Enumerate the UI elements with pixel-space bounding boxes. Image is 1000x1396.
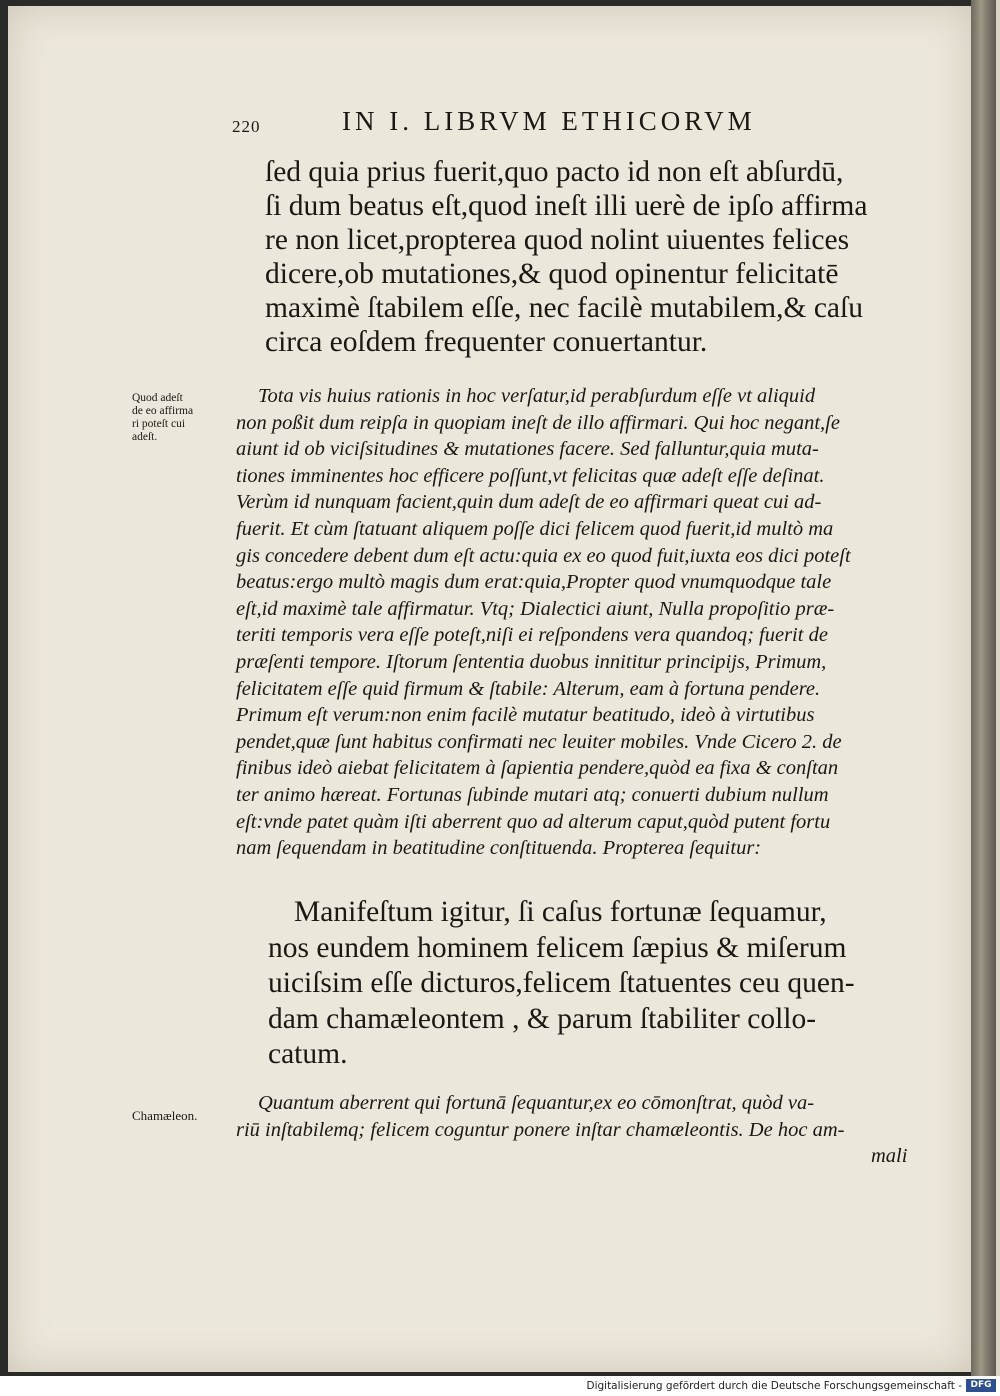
- lemma-block-1: [265, 155, 915, 359]
- lemma-line: dicere,ob mutationes,& quod opinentur felicitatē: [265, 258, 839, 290]
- lemma-line: maximè ſtabilem eſſe, nec facilè mutabilem,& caſu: [265, 292, 863, 324]
- lemma-line: ſed quia prius fuerit,quo pacto id non eſt abſurdū,: [265, 156, 844, 188]
- page-edge: [971, 0, 996, 1376]
- commentary-line: eſt:vnde patet quàm iſti aberrent quo ad alterum caput,quòd putent fortu: [236, 810, 831, 833]
- lemma-line: Manifeſtum igitur, ſi caſus fortunæ ſequamur,: [294, 896, 827, 928]
- commentary-line: gis concedere debent dum eſt actu:quia ex eo quod fuit,iuxta eos dici poteſt: [236, 544, 851, 567]
- lemma-line: catum.: [268, 1038, 348, 1070]
- lemma-line: re non licet,propterea quod nolint uiuentes felices: [265, 224, 850, 256]
- commentary-line: beatus:ergo multò magis dum erat:quia,Propter quod vnumquodque tale: [236, 571, 832, 594]
- commentary-line: eſt,id maximè tale affirmatur. Vtq; Dialectici aiunt, Nulla propoſitio præ-: [236, 597, 835, 620]
- commentary-line: Verùm id nunquam facient,quin dum adeſt de eo affirmari queat cui ad-: [236, 491, 822, 514]
- lemma-line: uiciſsim eſſe dicturos,felicem ſtatuentes ceu quen-: [268, 967, 855, 999]
- lemma-line: circa eoſdem frequenter conuertantur.: [265, 326, 708, 358]
- page-number: 220: [232, 117, 261, 136]
- commentary-line: mali: [871, 1145, 908, 1168]
- margin-note-line: Quod adeſt: [132, 392, 183, 404]
- commentary-line: aiunt id ob viciſsitudines & mutationes facere. Sed falluntur,quia muta-: [236, 438, 819, 461]
- lemma-line: dam chamæleontem , & parum ſtabiliter collo-: [268, 1002, 817, 1035]
- margin-note-line: ri poteſt cui: [132, 418, 186, 430]
- commentary-line: Tota vis huius rationis in hoc verſatur,id perabſurdum eſſe vt aliquid: [258, 385, 816, 407]
- margin-note-line: de eo affirma: [132, 405, 194, 417]
- margin-note-line: Chamæleon.: [132, 1108, 198, 1123]
- commentary-line: non poßit dum reipſa in quopiam ineſt de illo affirmari. Qui hoc negant,ſe: [236, 411, 840, 434]
- commentary-line: finibus ideò aiebat felicitatem à ſapientia pendere,quòd ea fixa & conſtan: [236, 757, 839, 780]
- commentary-line: fuerit. Et cùm ſtatuant aliquem poſſe dici felicem quod fuerit,id multò ma: [236, 517, 834, 540]
- running-head: IN I. LIBRVM ETHICORVM: [342, 106, 756, 136]
- dfg-logo: DFG: [966, 1379, 996, 1392]
- margin-note-2: [132, 1109, 232, 1122]
- lemma-line: nos eundem hominem felicem ſæpius & miſerum: [268, 931, 847, 964]
- lemma-line: ſi dum beatus eſt,quod ineſt illi uerè de ipſo affirma: [265, 190, 868, 222]
- commentary-line: Primum eſt verum:non enim facilè mutatur beatitudo, ideò à virtutibus: [236, 704, 815, 727]
- commentary-block-2: [236, 1090, 926, 1170]
- commentary-line: felicitatem eſſe quid firmum & ſtabile: Alterum, eam à fortuna pendere.: [236, 677, 821, 700]
- commentary-line: riū inſtabilemq; felicem coguntur ponere inſtar chamæleontis. De hoc am-: [236, 1118, 845, 1141]
- commentary-line: nam ſequendam in beatitudine conſtituenda. Propterea ſequitur:: [236, 837, 762, 860]
- commentary-block-1: [236, 383, 926, 862]
- commentary-line: ter animo hæreat. Fortunas ſubinde mutari atq; conuerti dubium nullum: [236, 783, 829, 806]
- commentary-line: tiones imminentes hoc efficere poſſunt,vt felicitas quæ adeſt eſſe deſinat.: [236, 464, 825, 487]
- margin-note-line: adeſt.: [132, 431, 158, 443]
- commentary-line: præſenti tempore. Iſtorum ſententia duobus innititur principijs, Primum,: [236, 650, 827, 673]
- funding-credit: Digitalisierung gefördert durch die Deutsche Forschungsgemeinschaft -: [586, 1380, 962, 1392]
- commentary-line: pendet,quæ ſunt habitus confirmati nec leuiter mobiles. Vnde Cicero 2. de: [236, 730, 842, 753]
- commentary-line: Quantum aberrent qui fortunā ſequantur,ex eo cōmonſtrat, quòd va-: [258, 1092, 815, 1114]
- lemma-block-2: [268, 895, 918, 1073]
- margin-note-1: [132, 392, 232, 444]
- commentary-line: teriti temporis vera eſſe poteſt,niſi ei reſpondens vera quandoq; fuerit de: [236, 624, 828, 647]
